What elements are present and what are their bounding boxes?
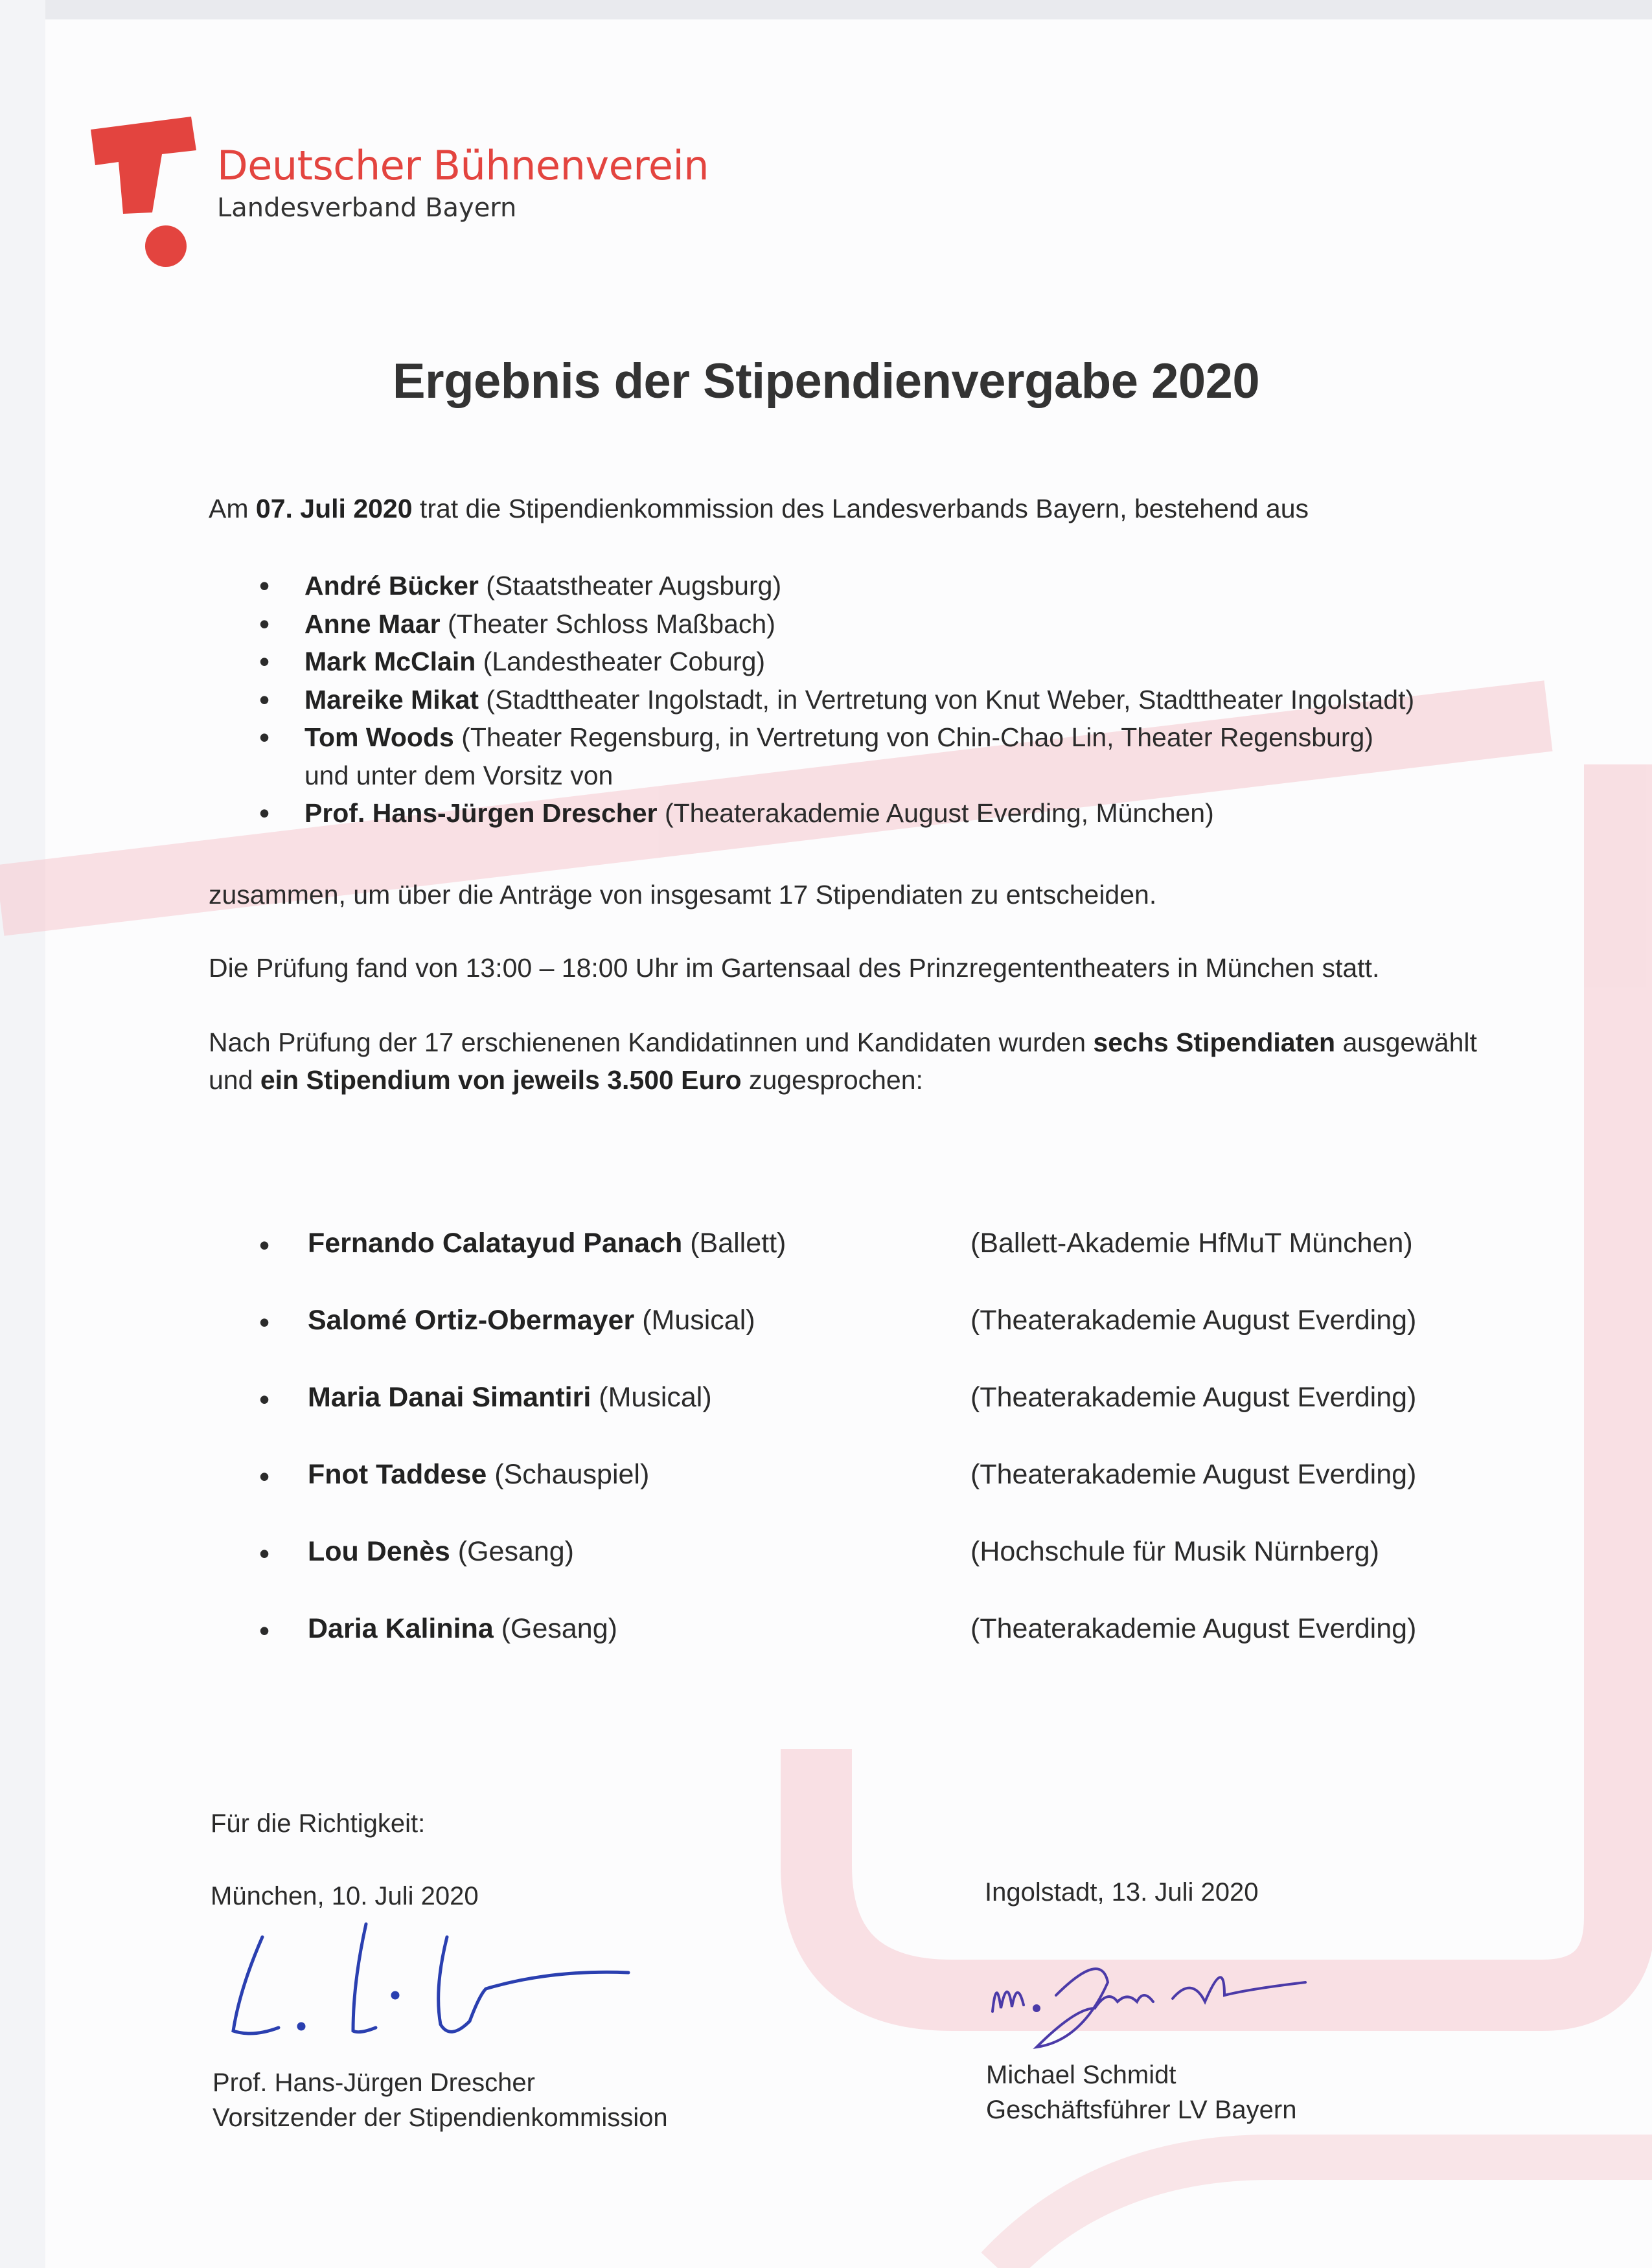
- document-title: Ergebnis der Stipendienvergabe 2020: [392, 354, 1260, 409]
- winner-discipline: (Gesang): [450, 1536, 575, 1567]
- confirmation-label: Für die Richtigkeit:: [211, 1809, 426, 1838]
- member-name: André Bücker: [304, 571, 479, 601]
- winner-name: Fernando Calatayud Panach: [308, 1228, 683, 1259]
- winner-name: Daria Kalinina: [308, 1613, 494, 1644]
- chair-detail: (Theaterakademie August Everding, München): [657, 798, 1214, 828]
- bullet-icon: •: [259, 682, 270, 716]
- member-detail: (Landestheater Coburg): [476, 647, 766, 676]
- org-subtitle: Landesverband Bayern: [217, 193, 517, 223]
- winner-name: Lou Denès: [308, 1536, 450, 1567]
- winner-discipline: (Gesang): [493, 1613, 617, 1644]
- right-signatory-name: Michael Schmidt: [986, 2061, 1176, 2089]
- right-signatory-role: Geschäftsführer LV Bayern: [986, 2096, 1297, 2124]
- bullet-icon: •: [259, 645, 270, 678]
- member-name: Mark McClain: [304, 647, 476, 676]
- scholarship-winners-list: [259, 1228, 1490, 1690]
- list-item: [259, 718, 1414, 757]
- result-paragraph: [209, 1024, 1517, 1099]
- winner-name: Maria Danai Simantiri: [308, 1382, 591, 1413]
- bullet-icon: •: [259, 1614, 270, 1647]
- intro-pre: Am: [209, 494, 256, 523]
- signature-drescher: [214, 1911, 654, 2060]
- org-name: Deutscher Bühnenverein: [217, 142, 709, 189]
- bullet-icon: •: [259, 1382, 270, 1416]
- list-item: [259, 681, 1414, 719]
- bullet-icon: •: [259, 720, 270, 754]
- winner-school: (Theaterakademie August Everding): [970, 1305, 1417, 1336]
- exam-paragraph: Die Prüfung fand von 13:00 – 18:00 Uhr im Gartensaal des Prinzregententheaters in München statt.: [209, 953, 1380, 983]
- winner-school: (Theaterakademie August Everding): [970, 1613, 1417, 1644]
- result-text-4: zugesprochen:: [741, 1065, 923, 1095]
- intro-post: trat die Stipendienkommission des Landesverbands Bayern, bestehend aus: [412, 494, 1309, 523]
- member-detail: (Theater Regensburg, in Vertretung von Chin-Chao Lin, Theater Regensburg): [453, 722, 1373, 752]
- member-detail: (Staatstheater Augsburg): [478, 571, 782, 601]
- member-detail: (Stadttheater Ingolstadt, in Vertretung von Knut Weber, Stadttheater Ingolstadt): [478, 684, 1415, 715]
- winner-school: (Ballett-Akademie HfMuT München): [970, 1228, 1413, 1259]
- together-paragraph: zusammen, um über die Anträge von insgesamt 17 Stipendiaten zu entscheiden.: [209, 880, 1157, 910]
- brand-block: [217, 144, 709, 223]
- list-item: [259, 1536, 1490, 1613]
- winner-school: (Theaterakademie August Everding): [970, 1382, 1417, 1413]
- bullet-icon: •: [259, 796, 270, 830]
- exclamation-t-logo-icon: [87, 117, 198, 275]
- result-text-2: ausgewählt: [1335, 1027, 1477, 1057]
- list-item: [259, 643, 1414, 681]
- commission-list: [259, 567, 1414, 832]
- bullet-icon: •: [259, 1228, 270, 1262]
- member-name: Tom Woods: [304, 722, 454, 752]
- result-count: sechs Stipendiaten: [1093, 1027, 1336, 1057]
- left-signatory-role: Vorsitzender der Stipendienkommission: [212, 2103, 668, 2132]
- winner-school: (Theaterakademie August Everding): [970, 1459, 1417, 1490]
- list-item: [259, 1382, 1490, 1459]
- bullet-icon: •: [259, 1537, 270, 1570]
- member-name: Mareike Mikat: [304, 684, 479, 715]
- chair-name: Prof. Hans-Jürgen Drescher: [304, 798, 658, 828]
- right-place-date: Ingolstadt, 13. Juli 2020: [985, 1878, 1259, 1907]
- list-item: [259, 605, 1414, 643]
- left-signatory-name: Prof. Hans-Jürgen Drescher: [212, 2068, 535, 2097]
- list-item: [259, 567, 1414, 605]
- intro-date: 07. Juli 2020: [255, 494, 413, 523]
- chair-intro: und unter dem Vorsitz von: [304, 760, 614, 790]
- list-item: [259, 1613, 1490, 1690]
- bullet-icon: •: [259, 606, 270, 641]
- winner-name: Salomé Ortiz-Obermayer: [308, 1305, 635, 1336]
- left-place-date: München, 10. Juli 2020: [211, 1882, 479, 1910]
- winner-discipline: (Musical): [634, 1305, 755, 1336]
- signature-schmidt: [978, 1937, 1341, 2067]
- list-item: [259, 1305, 1490, 1382]
- member-detail: (Theater Schloss Maßbach): [440, 608, 775, 639]
- intro-paragraph: [209, 490, 1517, 527]
- list-item: [259, 794, 1414, 832]
- result-text-1: Nach Prüfung der 17 erschienenen Kandidatinnen und Kandidaten wurden: [209, 1027, 1094, 1057]
- bullet-icon: •: [259, 569, 270, 602]
- winner-discipline: (Ballett): [682, 1228, 786, 1259]
- list-item: [259, 1459, 1490, 1536]
- bullet-icon: •: [259, 1460, 270, 1493]
- winner-discipline: (Musical): [591, 1382, 712, 1413]
- winner-school: (Hochschule für Musik Nürnberg): [970, 1536, 1379, 1567]
- bullet-icon: •: [259, 1305, 270, 1339]
- winner-name: Fnot Taddese: [308, 1459, 487, 1490]
- result-amount: ein Stipendium von jeweils 3.500 Euro: [260, 1065, 742, 1095]
- member-name: Anne Maar: [304, 608, 441, 639]
- winner-discipline: (Schauspiel): [487, 1459, 650, 1490]
- list-item: [259, 1228, 1490, 1305]
- result-text-3: und: [209, 1065, 260, 1095]
